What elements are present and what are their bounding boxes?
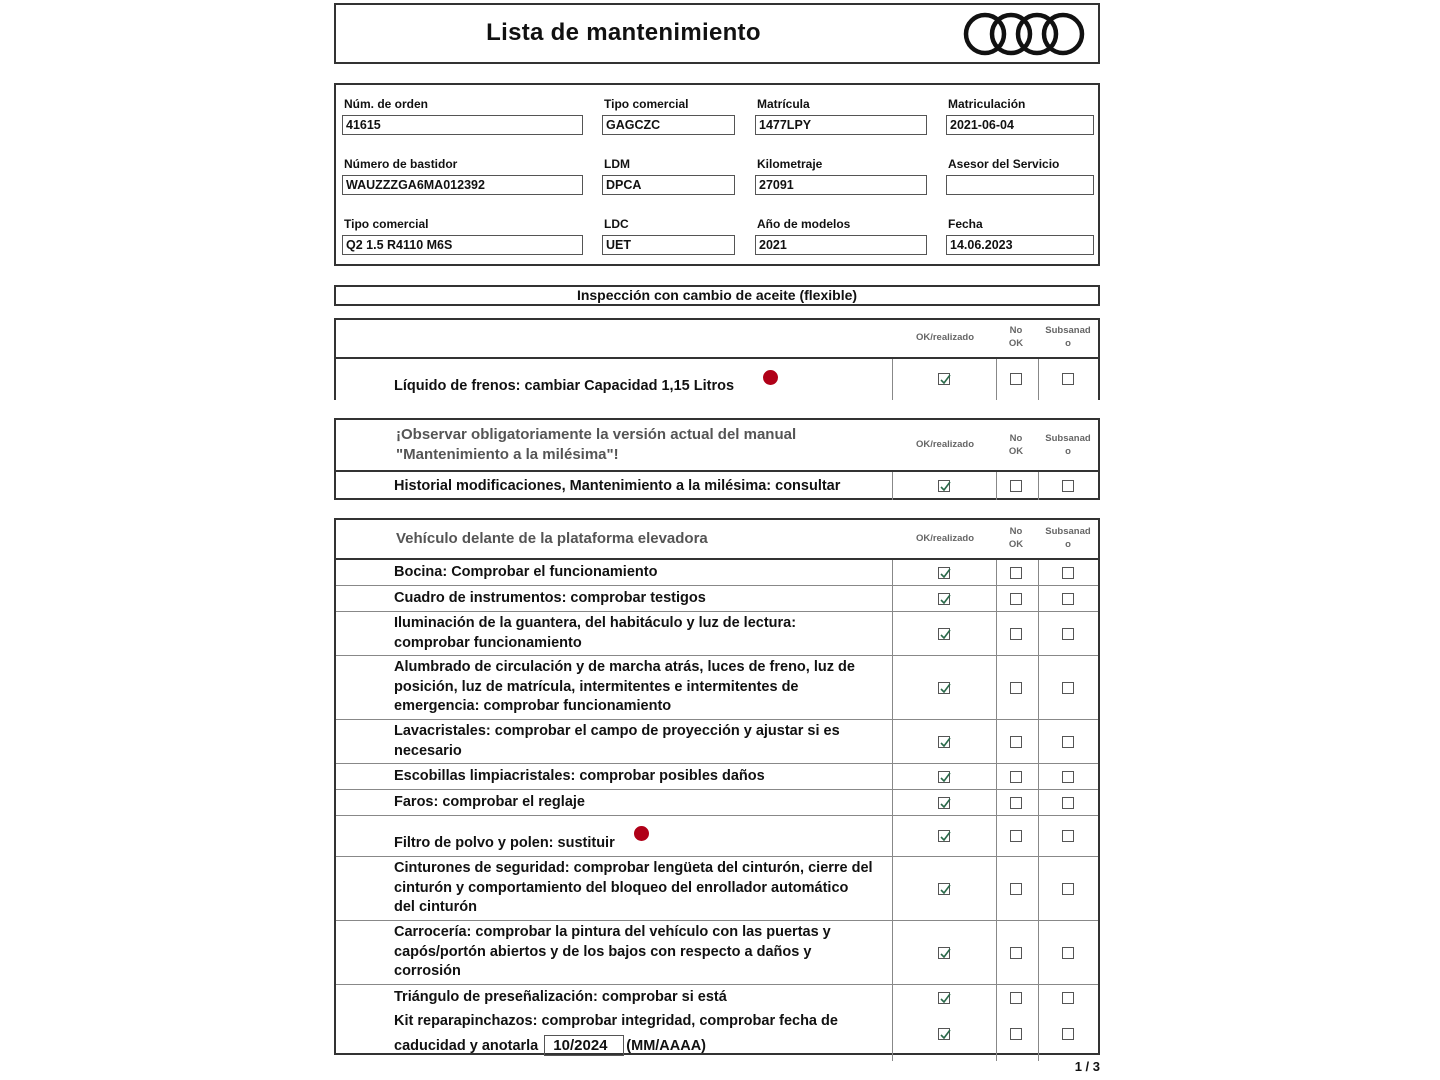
row-text: Bocina: Comprobar el funcionamiento [394,563,658,580]
table-row [336,857,1098,921]
fixed-checkbox[interactable] [1062,373,1074,385]
mileage-label: Kilometraje [757,157,823,171]
not-ok-checkbox[interactable] [1010,1028,1022,1040]
col-ok: OK/realizado [915,439,975,450]
vin-label: Número de bastidor [344,157,458,171]
col-fixed: Subsanad o [1045,526,1091,550]
fixed-checkbox[interactable] [1062,830,1074,842]
ok-checkbox[interactable] [938,830,950,842]
vin-field[interactable]: WAUZZZGA6MA012392 [342,175,583,195]
ok-checkbox[interactable] [938,883,950,895]
not-ok-checkbox[interactable] [1010,593,1022,605]
not-ok-checkbox[interactable] [1010,682,1022,694]
not-ok-checkbox[interactable] [1010,567,1022,579]
registration-label: Matriculación [948,97,1026,111]
advisor-field[interactable] [946,175,1094,195]
table-header [336,520,1098,560]
col-fixed: Subsanad o [1045,325,1091,349]
table-row [336,359,1098,400]
table-manual-notice [334,418,1100,500]
manual-notice: ¡Observar obligatoriamente la versión actual del manual "Mantenimiento a la milésima"! [396,426,797,463]
page-title: Lista de mantenimiento [486,19,761,46]
plate-field[interactable]: 1477LPY [755,115,927,135]
header-box [334,3,1100,64]
fixed-checkbox[interactable] [1062,992,1074,1004]
row-text: Iluminación de la guantera, del habitáculo y luz de lectura: comprobar funcionamiento [394,615,797,651]
fixed-checkbox[interactable] [1062,567,1074,579]
row-text: Triángulo de preseñalización: comprobar si está [394,988,727,1005]
fixed-checkbox[interactable] [1062,947,1074,959]
ok-checkbox[interactable] [938,947,950,959]
row-text: Escobillas limpiacristales: comprobar posibles daños [394,767,765,784]
ok-checkbox[interactable] [938,682,950,694]
commercial-type-label: Tipo comercial [604,97,689,111]
table-row [336,985,1098,1010]
table-row [336,764,1098,790]
row-text: Kit reparapinchazos: comprobar integridad, comprobar fecha de caducidad y anotarla 10/2024 (MM/AAAA) [394,1012,914,1056]
not-ok-checkbox[interactable] [1010,947,1022,959]
ldm-label: LDM [604,157,630,171]
not-ok-checkbox[interactable] [1010,771,1022,783]
not-ok-checkbox[interactable] [1010,628,1022,640]
table-row [336,586,1098,612]
not-ok-checkbox[interactable] [1010,373,1022,385]
table-row [336,560,1098,586]
ok-checkbox[interactable] [938,593,950,605]
fixed-checkbox[interactable] [1062,593,1074,605]
table-row [336,921,1098,985]
table-row [336,790,1098,816]
ok-checkbox[interactable] [938,771,950,783]
section-caption: Vehículo delante de la plataforma elevadora [396,530,708,547]
registration-field[interactable]: 2021-06-04 [946,115,1094,135]
table-header [336,320,1098,359]
ok-checkbox[interactable] [938,736,950,748]
four-rings-logo [962,11,1090,57]
fixed-checkbox[interactable] [1062,1028,1074,1040]
commercial-type-2-field[interactable]: Q2 1.5 R4110 M6S [342,235,583,255]
table-brake-fluid [334,318,1100,400]
ldm-field[interactable]: DPCA [602,175,735,195]
red-flag-dot [634,826,649,841]
plate-label: Matrícula [757,97,810,111]
fixed-checkbox[interactable] [1062,682,1074,694]
model-year-label: Año de modelos [757,217,851,231]
order-label: Núm. de orden [344,97,429,111]
row-text: Filtro de polvo y polen: sustituir [394,835,615,851]
not-ok-checkbox[interactable] [1010,480,1022,492]
fixed-checkbox[interactable] [1062,480,1074,492]
table-row [336,816,1098,857]
table-body [336,560,1098,1010]
ok-checkbox[interactable] [938,628,950,640]
row-text: Cuadro de instrumentos: comprobar testigos [394,589,706,606]
expiry-date-input[interactable]: 10/2024 [544,1035,624,1057]
fixed-checkbox[interactable] [1062,797,1074,809]
row-text: Historial modificaciones, Mantenimiento a la milésima: consultar [394,478,841,494]
section-title: Inspección con cambio de aceite (flexible) [334,285,1100,306]
col-not-ok: No OK [1008,526,1024,550]
col-ok: OK/realizado [915,533,975,544]
row-text: Cinturones de seguridad: comprobar lengüeta del cinturón, cierre del cinturón y comportamiento del bloqueo del enrollador automático del cinturón [394,860,873,916]
table-vehicle-front [334,518,1100,1055]
ok-checkbox[interactable] [938,992,950,1004]
commercial-type-field[interactable]: GAGCZC [602,115,735,135]
col-ok: OK/realizado [915,332,975,343]
red-flag-dot [763,370,778,385]
row-text: Carrocería: comprobar la pintura del vehículo con las puertas y capós/portón abiertos y de los bajos con respecto a daños y corrosión [394,924,831,980]
page-number: 1 / 3 [1074,1059,1100,1074]
fixed-checkbox[interactable] [1062,628,1074,640]
fixed-checkbox[interactable] [1062,736,1074,748]
row-text: Líquido de frenos: cambiar Capacidad 1,15 Litros [394,378,735,394]
not-ok-checkbox[interactable] [1010,736,1022,748]
not-ok-checkbox[interactable] [1010,883,1022,895]
commercial-type-2-label: Tipo comercial [344,217,429,231]
col-not-ok: No OK [1008,433,1024,457]
table-row-kit [336,1010,1098,1061]
vehicle-info [334,83,1100,266]
fixed-checkbox[interactable] [1062,883,1074,895]
ok-checkbox[interactable] [938,1028,950,1040]
not-ok-checkbox[interactable] [1010,992,1022,1004]
ok-checkbox[interactable] [938,373,950,385]
advisor-label: Asesor del Servicio [948,157,1060,171]
ok-checkbox[interactable] [938,480,950,492]
fixed-checkbox[interactable] [1062,771,1074,783]
not-ok-checkbox[interactable] [1010,797,1022,809]
row-text: Faros: comprobar el reglaje [394,793,585,810]
order-field[interactable]: 41615 [342,115,583,135]
ok-checkbox[interactable] [938,797,950,809]
table-row [336,472,1098,500]
model-year-field[interactable]: 2021 [755,235,927,255]
col-not-ok: No OK [1008,325,1024,349]
row-text: Alumbrado de circulación y de marcha atrás, luces de freno, luz de posición, luz de matrícula, intermitentes e intermitentes de emergencia: comprobar funcionamiento [394,659,855,715]
row-text: Lavacristales: comprobar el campo de proyección y ajustar si es necesario [394,723,840,759]
mileage-field[interactable]: 27091 [755,175,927,195]
table-row [336,656,1098,720]
table-header [336,420,1098,472]
date-field[interactable]: 14.06.2023 [946,235,1094,255]
ldc-label: LDC [604,217,629,231]
ok-checkbox[interactable] [938,567,950,579]
not-ok-checkbox[interactable] [1010,830,1022,842]
ldc-field[interactable]: UET [602,235,735,255]
table-row [336,612,1098,656]
table-row [336,720,1098,764]
col-fixed: Subsanad o [1045,433,1091,457]
date-label: Fecha [948,217,983,231]
